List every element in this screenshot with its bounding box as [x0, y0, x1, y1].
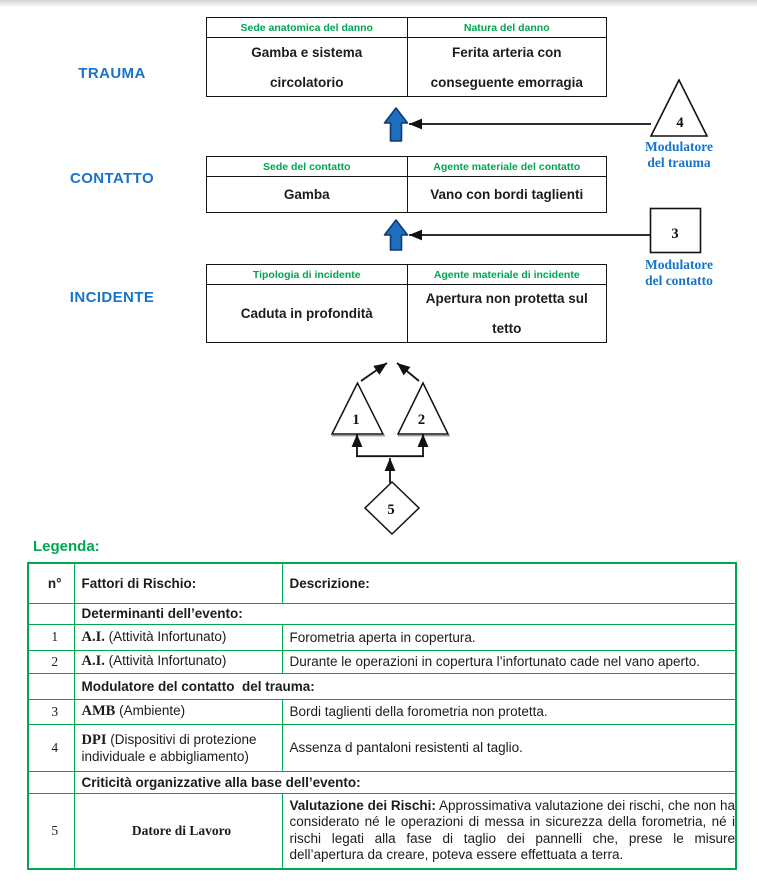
- empty-cell: [28, 771, 74, 793]
- factor-abbr: A.I.: [81, 653, 105, 669]
- description-text: Approssimativa valutazione dei rischi, che non ha considerato né le operazioni di messa in sicurezza della forometria, né i rischi legati alla fase di taglio dei pannelli che, prese le misure dell’apertura da creare, poteva essere effettuata a terra.: [289, 797, 735, 863]
- triangle-1-number: 1: [352, 412, 360, 428]
- empty-cell: [28, 673, 74, 699]
- cell-line: circolatorio: [269, 74, 344, 90]
- legend-section-row-modulators: [28, 673, 736, 699]
- legend-row-4: [28, 724, 736, 771]
- factor-abbr: AMB: [81, 703, 116, 719]
- cell-line: Vano con bordi taglienti: [430, 187, 584, 202]
- row-5-description: [282, 793, 736, 869]
- mod-label-line: del contatto: [645, 273, 713, 288]
- description-bold-label: Valutazione dei Rischi:: [289, 797, 436, 813]
- row-1-number: 1: [28, 624, 74, 650]
- level-label-incidente: INCIDENTE: [69, 289, 155, 306]
- legend-row-5: [28, 793, 736, 869]
- row-3-factor: [74, 699, 282, 724]
- cell-line: conseguente emorragia: [430, 74, 583, 90]
- mod-label-line: Modulatore: [645, 257, 713, 272]
- row-2-factor: [74, 650, 282, 673]
- row-1-factor: [74, 624, 282, 650]
- mod-label-line: del trauma: [647, 155, 711, 170]
- contatto-col1-header: Sede del contatto: [262, 160, 351, 173]
- blue-up-arrow-contatto: [385, 220, 408, 250]
- legend-section-criticita: Criticità organizzative alla base dell’evento:: [74, 771, 736, 793]
- row-3-number: 3: [28, 699, 74, 724]
- incidente-col1-header: Tipologia di incidente: [252, 268, 361, 281]
- diamond-5-number: 5: [387, 502, 395, 518]
- incidente-col2-header: Agente materiale di incidente: [407, 265, 607, 284]
- row-5-number: 5: [28, 793, 74, 869]
- level-label-trauma: TRAUMA: [78, 65, 146, 82]
- legend-table: [27, 562, 737, 870]
- empty-cell: [28, 603, 74, 624]
- contatto-col2-header: Agente materiale del contatto: [407, 157, 607, 176]
- legend-row-3: [28, 699, 736, 724]
- legend-section-row-criticita: [28, 771, 736, 793]
- row-2-description: Durante le operazioni in copertura l’infortunato cade nel vano aperto.: [282, 650, 736, 673]
- factor-rest: (Attività Infortunato): [104, 628, 227, 644]
- legend-header-row: [28, 563, 736, 603]
- cell-line: Gamba: [283, 187, 330, 202]
- row-5-factor: Datore di Lavoro: [74, 793, 282, 869]
- cell-line: tetto: [492, 321, 522, 336]
- legend-row-1: [28, 624, 736, 650]
- trauma-col2-header: Natura del danno: [407, 18, 607, 37]
- row-3-description: Bordi taglienti della forometria non protetta.: [282, 699, 736, 724]
- factor-rest: (Attività Infortunato): [104, 653, 227, 668]
- factor-abbr: DPI: [81, 731, 107, 748]
- cell-line: Caduta in profondità: [240, 306, 373, 321]
- legend-col-desc-header: Descrizione:: [282, 563, 736, 603]
- row-2-number: 2: [28, 650, 74, 673]
- legend-row-2: [28, 650, 736, 673]
- factor-abbr: A.I.: [81, 628, 105, 645]
- triangle-4-number: 4: [676, 115, 684, 131]
- row-4-description: Assenza d pantaloni resistenti al taglio.: [282, 724, 736, 771]
- legend-col-factors-header: Fattori di Rischio:: [74, 563, 282, 603]
- factor-rest: (Ambiente): [115, 703, 186, 718]
- legend-section-modulators: Modulatore del contatto del trauma:: [74, 673, 736, 699]
- legend-section-row-determinants: [28, 603, 736, 624]
- cell-line: Ferita arteria con: [451, 44, 562, 60]
- row-4-number: 4: [28, 724, 74, 771]
- row-1-description: Forometria aperta in copertura.: [282, 624, 736, 650]
- level-label-contatto: CONTATTO: [69, 170, 155, 187]
- legend-section-determinants: Determinanti dell’evento:: [74, 603, 736, 624]
- triangle-2-number: 2: [417, 412, 426, 428]
- row-4-factor: [74, 724, 282, 771]
- trauma-col1-header: Sede anatomica del danno: [240, 21, 373, 34]
- mod-label-line: Modulatore: [645, 139, 713, 154]
- cell-line: Gamba e sistema: [251, 44, 363, 60]
- cell-line: Apertura non protetta sul: [425, 291, 588, 306]
- square-3-number: 3: [671, 226, 679, 242]
- legend-col-num-header: n°: [28, 563, 74, 603]
- arrow-line-triangle2-up: [397, 363, 419, 381]
- legend-title: Legenda:: [33, 538, 100, 555]
- blue-up-arrow-trauma: [385, 108, 408, 141]
- arrow-line-triangle1-up: [361, 363, 387, 381]
- factor-rest: (Dispositivi di protezione individuale e abbigliamento): [81, 731, 257, 764]
